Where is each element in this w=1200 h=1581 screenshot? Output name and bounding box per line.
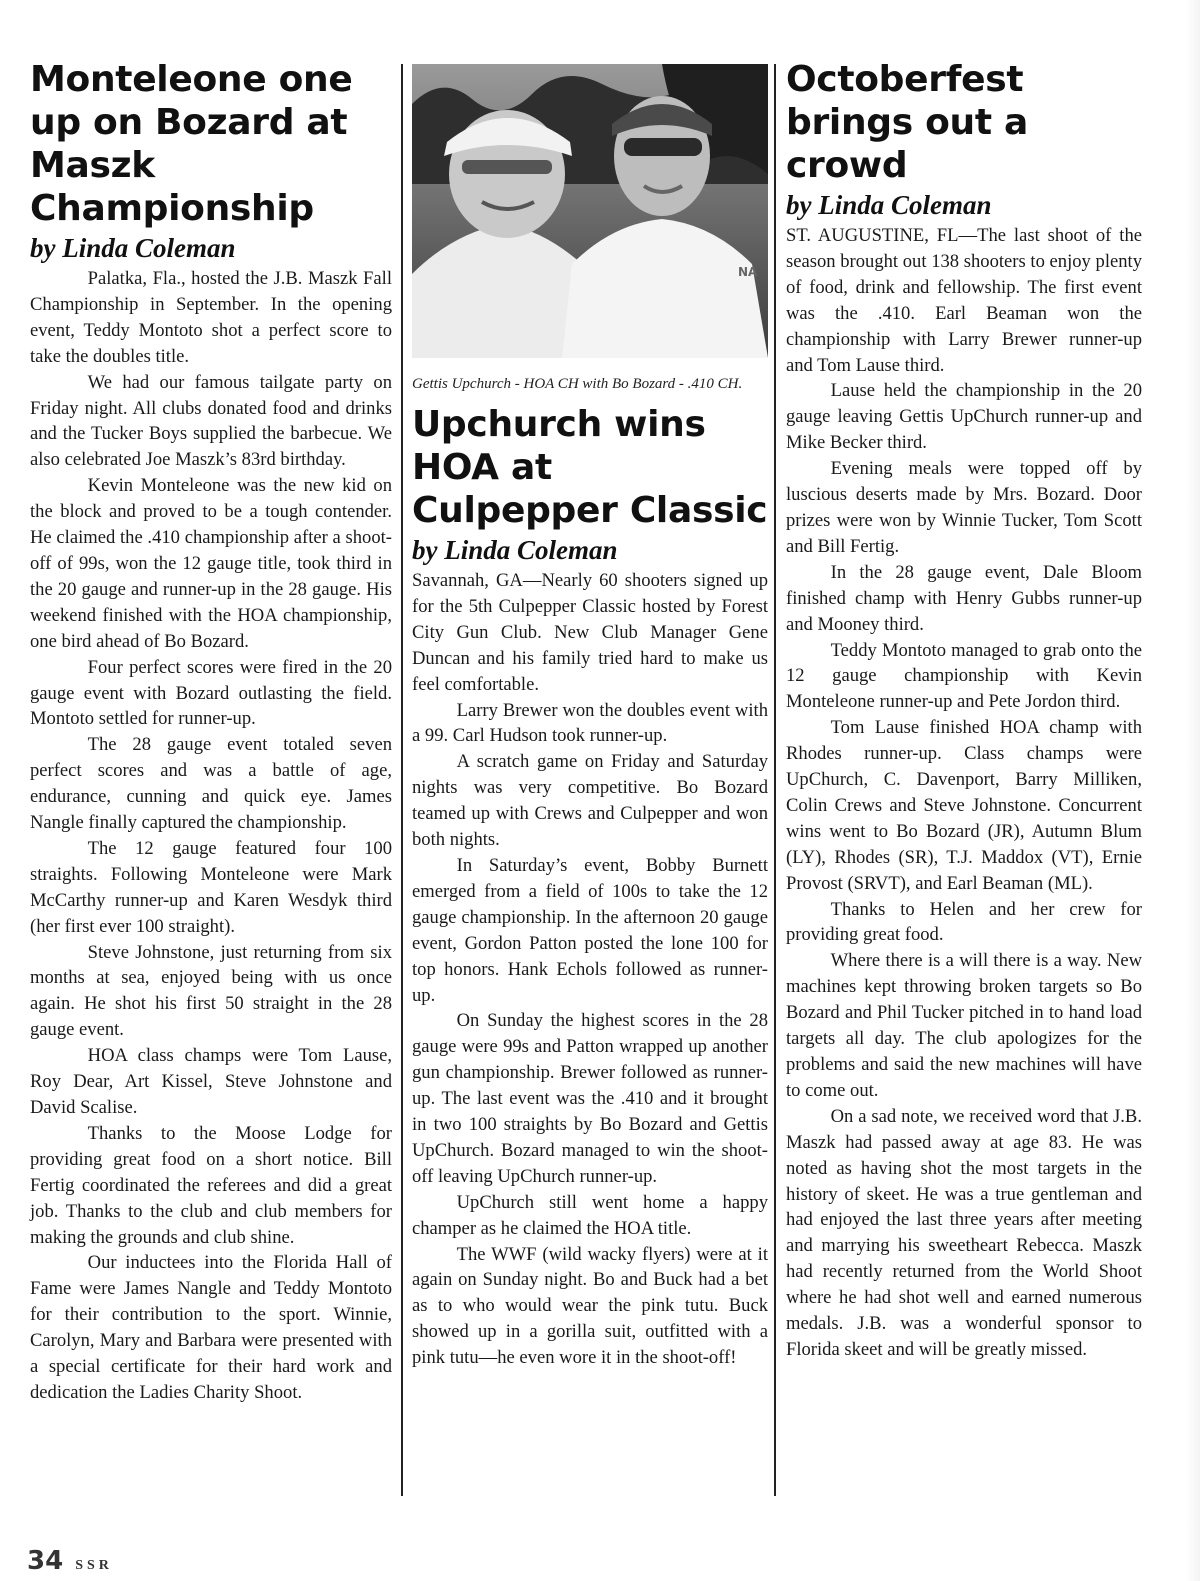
article-paragraph: Kevin Monteleone was the new kid on the block and proved to be a tough contender. He claimed the .410 championship after a shoot-off of 99s, won the 12 gauge title, took third in the 20 gauge and runner-up in the 28 gauge. His weekend finished with the HOA championship, one bird ahead of Bo Bozard. [30, 475, 392, 652]
article-paragraph: Palatka, Fla., hosted the J.B. Maszk Fall Championship in September. In the opening event, Teddy Montoto shot a perfect score to take the doubles title. [30, 268, 392, 367]
article-paragraph: Lause held the championship in the 20 gauge leaving Gettis UpChurch runner-up and Mike Becker third. [786, 380, 1142, 454]
article-headline: Octoberfest brings out a crowd [786, 59, 1029, 186]
article-paragraph: In Saturday’s event, Bobby Burnett emerged from a field of 100s to take the 12 gauge championship. In the afternoon 20 gauge event, Gordon Patton posted the lone 100 for top honors. Hank Echols followed as runner-up. [412, 854, 768, 1006]
photo-caption: Gettis Upchurch - HOA CH with Bo Bozard - .410 CH. [412, 376, 743, 392]
article-byline: by Linda Coleman [30, 233, 236, 263]
article-byline: by Linda Coleman [786, 190, 992, 220]
article-paragraph: Where there is a will there is a way. New machines kept throwing broken targets so Bo Bozard and Phil Tucker pitched in to hand load targets all day. The club apologizes for the problems and said the new machines will have to come out. [786, 950, 1142, 1101]
article-paragraph: Steve Johnstone, just returning from six months at sea, enjoyed being with us once again. He shot his first 50 straight in the 28 gauge event. [30, 941, 392, 1041]
publication-name: SSR [75, 1558, 113, 1573]
shirt-text: NA [738, 265, 758, 279]
article-upchurch [412, 58, 768, 1371]
article-octoberfest [786, 58, 1142, 1363]
page-footer [27, 1546, 113, 1576]
article-byline: by Linda Coleman [412, 535, 618, 565]
article-monteleone [30, 58, 392, 1406]
article-headline: Monteleone one up on Bozard at Maszk Championship [30, 59, 353, 229]
page-edge [1186, 0, 1200, 1581]
article-paragraph: Thanks to Helen and her crew for providing great food. [786, 898, 1142, 946]
article-paragraph: The WWF (wild wacky flyers) were at it again on Sunday night. Bo and Buck had a bet as to who would wear the pink tutu. Buck showed up in a gorilla suit, outfitted with a pink tutu—he even wore it in the shoot-off! [412, 1243, 768, 1369]
article-paragraph: On Sunday the highest scores in the 28 gauge were 99s and Patton wrapped up another gun championship. Brewer followed as runner-up. The last event was the .410 and it brought in two 100 straights by Bo Bozard and Gettis UpChurch. Bozard managed to win the shoot-off leaving UpChurch runner-up. [412, 1010, 768, 1187]
article-paragraph: In the 28 gauge event, Dale Bloom finished champ with Henry Gubbs runner-up and Mooney third. [786, 561, 1142, 635]
article-paragraph: We had our famous tailgate party on Friday night. All clubs donated food and drinks and the Tucker Boys supplied the barbecue. We also celebrated Joe Maszk’s 83rd birthday. [30, 371, 392, 471]
article-paragraph: A scratch game on Friday and Saturday nights was very competitive. Bo Bozard teamed up with Crews and Culpepper and won both nights. [412, 751, 768, 851]
column-rule-right [774, 64, 776, 1496]
photo-image [412, 64, 768, 358]
page-number: 34 [27, 1546, 64, 1576]
article-paragraph: UpChurch still went home a happy champer as he claimed the HOA title. [412, 1191, 768, 1239]
article-paragraph: Our inductees into the Florida Hall of Fame were James Nangle and Teddy Montoto for their contribution to the sport. Winnie, Carolyn, Mary and Barbara were presented with a special certificate for their hard work and dedication the Ladies Charity Shoot. [30, 1252, 392, 1403]
article-paragraph: Tom Lause finished HOA champ with Rhodes runner-up. Class champs were UpChurch, C. Davenport, Barry Milliken, Colin Crews and Steve Johnstone. Concurrent wins went to Bo Bozard (JR), Autumn Blum (LY), Rhodes (SR), T.J. Maddox (VT), Ernie Provost (SRVT), and Earl Beaman (ML). [786, 717, 1142, 894]
article-paragraph: Teddy Montoto managed to grab onto the 12 gauge championship with Kevin Monteleone runner-up and Pete Jordon third. [786, 639, 1142, 713]
article-paragraph: Evening meals were topped off by luscious deserts made by Mrs. Bozard. Door prizes were won by Winnie Tucker, Tom Scott and Bill Fertig. [786, 458, 1142, 557]
article-paragraph: The 28 gauge event totaled seven perfect scores and was a battle of age, endurance, cunning and quick eye. James Nangle finally captured the championship. [30, 734, 392, 834]
article-paragraph: ST. AUGUSTINE, FL—The last shoot of the season brought out 138 shooters to enjoy plenty of food, drink and fellowship. The first event was the .410. Earl Beaman won the championship with Larry Brewer runner-up and Tom Lause third. [786, 225, 1142, 376]
article-paragraph: On a sad note, we received word that J.B. Maszk had passed away at age 83. He was noted as having shot the most targets in the history of skeet. He was a true gentleman and had enjoyed the last three years after meeting and marrying his sweetheart Rebecca. Maszk had recently returned from the World Shoot where he had shot well and earned numerous medals. J.B. was a wonderful sponsor to Florida skeet and will be greatly missed. [786, 1105, 1142, 1360]
article-paragraph: The 12 gauge featured four 100 straights. Following Monteleone were Mark McCarthy runner-up and Karen Wesdyk third (her first ever 100 straight). [30, 837, 392, 937]
article-headline: Upchurch wins HOA at Culpepper Classic [412, 404, 768, 531]
article-paragraph: Larry Brewer won the doubles event with a 99. Carl Hudson took runner-up. [412, 699, 768, 747]
article-paragraph: Four perfect scores were fired in the 20 gauge event with Bozard outlasting the field. Montoto settled for runner-up. [30, 656, 392, 730]
photo-upchurch-bozard [412, 64, 768, 358]
column-rule-left [401, 64, 403, 1496]
article-paragraph: Thanks to the Moose Lodge for providing great food on a short notice. Bill Fertig coordinated the referees and did a great job. Thanks to the club and club members for making the grounds and club shine. [30, 1122, 392, 1248]
article-paragraph: HOA class champs were Tom Lause, Roy Dear, Art Kissel, Steve Johnstone and David Scalise. [30, 1045, 392, 1118]
article-paragraph: Savannah, GA—Nearly 60 shooters signed up for the 5th Culpepper Classic hosted by Forest City Gun Club. New Club Manager Gene Duncan and his family tried hard to make us feel comfortable. [412, 570, 768, 695]
